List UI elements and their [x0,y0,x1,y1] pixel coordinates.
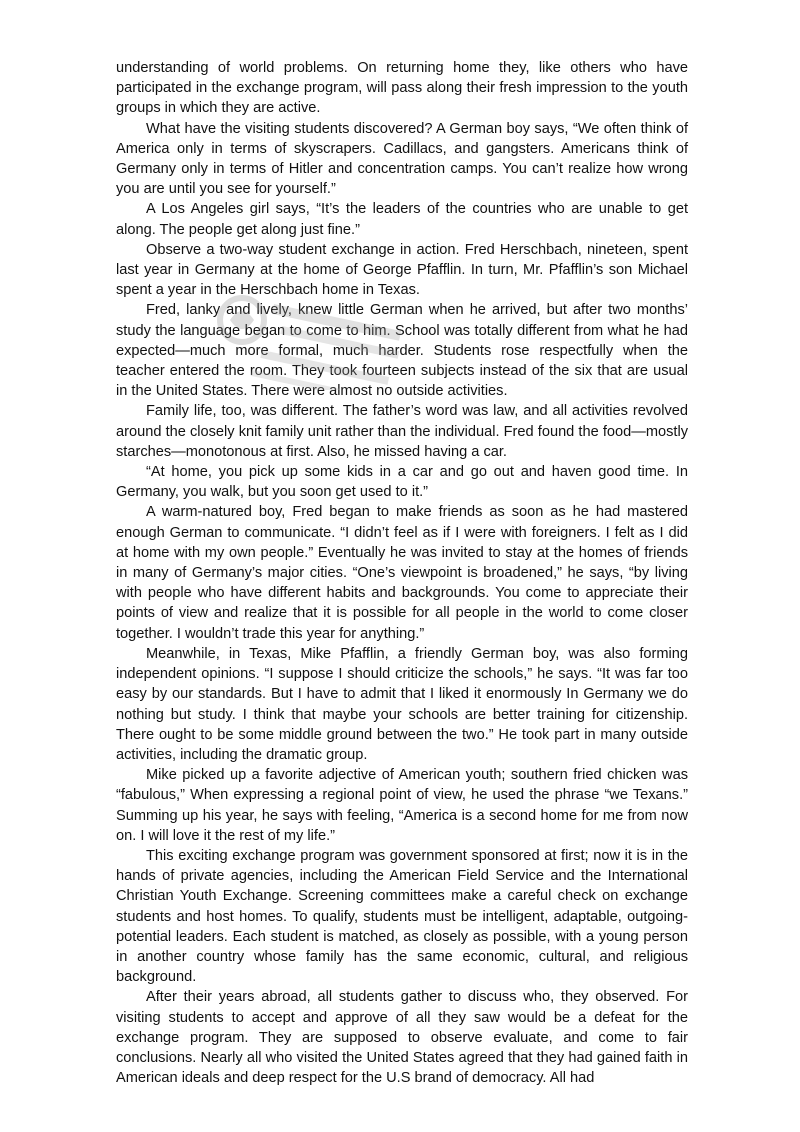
paragraph-6: Family life, too, was different. The father’s word was law, and all activities revolved around the closely knit family unit rather than the individual. Fred found the food—mostly starches—monotonous at first. Also, he missed having a car. [116,403,688,460]
paragraph-10: Mike picked up a favorite adjective of American youth; southern fried chicken was “fabulous,” When expressing a regional point of view, he used the phrase “we Texans.” Summing up his year, he says with feeling, “America is a second home for me from now on. I will love it the rest of my life.” [116,767,688,844]
paragraph-12: After their years abroad, all students gather to discuss who, they observed. For visiting students to accept and approve of all they saw would be a defeat for the exchange program. They are supposed to observe evaluate, and come to fair conclusions. Nearly all who visited the United States agreed that they had gained faith in American ideals and deep respect for the U.S brand of democracy. All had [116,989,688,1087]
paragraph-7: “At home, you pick up some kids in a car and go out and haven good time. In Germany, you walk, but you soon get used to it.” [116,464,688,501]
document-body [116,58,688,1088]
paragraph-5: Fred, lanky and lively, knew little German when he arrived, but after two months’ study the language began to come to him. School was totally different from what he had expected—much more formal, much harder. Students rose respectfully when the teacher entered the room. They took fourteen subjects instead of the six that are usual in the United States. There were almost no outside activities. [116,302,688,400]
paragraph-9: Meanwhile, in Texas, Mike Pfafflin, a friendly German boy, was also forming independent opinions. “I suppose I should criticize the schools,” he says. “It was far too easy by our standards. But I have to admit that I liked it enormously In Germany we do nothing but study. I think that maybe your schools are better training for citizenship. There ought to be some middle ground between the two.” He took part in many outside activities, including the dramatic group. [116,645,688,763]
paragraph-3: A Los Angeles girl says, “It’s the leaders of the countries who are unable to get along. The people get along just fine.” [116,201,688,238]
paragraph-1: understanding of world problems. On returning home they, like others who have participated in the exchange program, will pass along their fresh impression to the youth groups in which they are active. [116,60,688,117]
paragraph-2: What have the visiting students discovered? A German boy says, “We often think of America only in terms of skyscrapers. Cadillacs, and gangsters. Americans think of Germany only in terms of Hitler and concentration camps. You can’t realize how wrong you are until you see for yourself.” [116,120,688,198]
paragraph-11: This exciting exchange program was government sponsored at first; now it is in the hands of private agencies, including the American Field Service and the International Christian Youth Exchange. Screening committees make a careful check on exchange students and host homes. To qualify, students must be intelligent, adaptable, outgoing-potential leaders. Each student is matched, as closely as possible, with a young person in another country whose family has the same economic, cultural, and religious background. [116,847,688,986]
paragraph-8: A warm-natured boy, Fred began to make friends as soon as he had mastered enough German to communicate. “I didn’t feel as if I were with foreigners. I felt as I did at home with my own people.” Eventually he was invited to stay at the homes of friends in many of Germany’s major cities. “One’s viewpoint is broadened,” he says, “by living with people who have different habits and backgrounds. You come to appreciate their points of view and realize that it is possible for all people in the world to come closer together. I wouldn’t trade this year for anything.” [116,504,688,642]
paragraph-4: Observe a two-way student exchange in action. Fred Herschbach, nineteen, spent last year in Germany at the home of George Pfafflin. In turn, Mr. Pfafflin’s son Michael spent a year in the Herschbach home in Texas. [116,241,688,299]
